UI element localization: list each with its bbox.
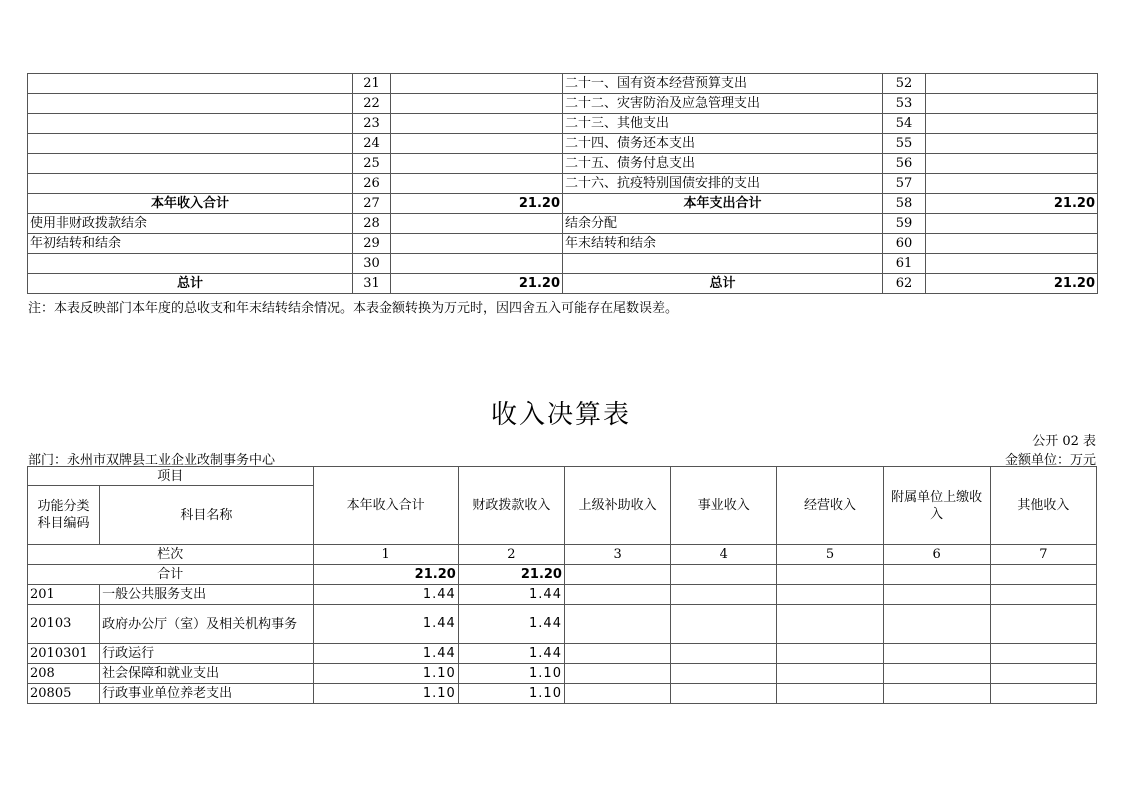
header-project: 项目 [28, 467, 314, 486]
amount-cell [990, 644, 1096, 664]
amount-cell [883, 605, 990, 644]
amount-cell [990, 585, 1096, 605]
table-row [28, 94, 1098, 114]
amount-cell [671, 585, 777, 605]
table-row [28, 154, 1098, 174]
expense-item-name: 二十一、国有资本经营预算支出 [563, 74, 883, 94]
header-subject-name: 科目名称 [100, 486, 313, 545]
col-num: 4 [671, 545, 777, 565]
row-number: 61 [883, 254, 926, 274]
income-amount [391, 154, 563, 174]
income-item-name [28, 174, 353, 194]
table-row [28, 74, 1098, 94]
row-number: 26 [353, 174, 391, 194]
amount-cell [564, 644, 670, 664]
row-number: 54 [883, 114, 926, 134]
amount-cell [564, 585, 670, 605]
income-item-name [28, 74, 353, 94]
subject-name: 社会保障和就业支出 [100, 664, 313, 684]
table-row [28, 134, 1098, 154]
total-value [883, 565, 990, 585]
income-item-name: 本年收入合计 [28, 194, 353, 214]
amount-cell: 1.44 [313, 585, 458, 605]
income-amount: 21.20 [391, 194, 563, 214]
income-amount [391, 114, 563, 134]
amount-cell: 1.10 [313, 664, 458, 684]
amount-cell [671, 605, 777, 644]
income-item-name [28, 134, 353, 154]
row-number: 60 [883, 234, 926, 254]
income-item-name: 使用非财政拨款结余 [28, 214, 353, 234]
amount-cell [564, 605, 670, 644]
amount-cell: 1.10 [313, 684, 458, 704]
expense-item-name: 结余分配 [563, 214, 883, 234]
expense-item-name: 二十二、灾害防治及应急管理支出 [563, 94, 883, 114]
amount-cell: 1.10 [458, 684, 564, 704]
income-amount [391, 234, 563, 254]
row-number: 52 [883, 74, 926, 94]
row-number: 58 [883, 194, 926, 214]
table-row [28, 644, 1097, 664]
amount-cell [564, 684, 670, 704]
col-num: 3 [564, 545, 670, 565]
subject-name: 一般公共服务支出 [100, 585, 313, 605]
row-number: 27 [353, 194, 391, 214]
row-number: 57 [883, 174, 926, 194]
table-row [28, 214, 1098, 234]
header-col-6: 附属单位上缴收入 [883, 467, 990, 545]
income-amount [391, 214, 563, 234]
expense-amount [926, 154, 1098, 174]
amount-cell: 1.44 [458, 585, 564, 605]
function-code: 20103 [28, 605, 100, 644]
amount-cell: 1.44 [458, 605, 564, 644]
expense-item-name: 本年支出合计 [563, 194, 883, 214]
table-row [28, 114, 1098, 134]
table-row [28, 684, 1097, 704]
amount-cell [883, 644, 990, 664]
income-amount [391, 94, 563, 114]
total-value: 21.20 [313, 565, 458, 585]
col-num: 5 [777, 545, 883, 565]
expense-item-name: 二十六、抗疫特别国债安排的支出 [563, 174, 883, 194]
amount-cell [564, 664, 670, 684]
expense-amount [926, 114, 1098, 134]
income-amount [391, 134, 563, 154]
amount-cell [777, 684, 883, 704]
income-amount [391, 174, 563, 194]
subject-name: 行政事业单位养老支出 [100, 684, 313, 704]
amount-cell [671, 664, 777, 684]
row-number: 21 [353, 74, 391, 94]
page-title: 收入决算表 [490, 400, 631, 430]
income-item-name: 年初结转和结余 [28, 234, 353, 254]
table-row [28, 174, 1098, 194]
row-number: 28 [353, 214, 391, 234]
amount-cell: 1.44 [458, 644, 564, 664]
row-number: 31 [353, 274, 391, 294]
expense-amount [926, 214, 1098, 234]
income-expense-summary-table [27, 73, 1098, 294]
function-code: 201 [28, 585, 100, 605]
amount-cell [671, 644, 777, 664]
header-col-5: 经营收入 [777, 467, 883, 545]
expense-item-name [563, 254, 883, 274]
income-amount [391, 74, 563, 94]
function-code: 208 [28, 664, 100, 684]
table-row [28, 585, 1097, 605]
column-label: 栏次 [28, 545, 314, 565]
amount-cell [883, 585, 990, 605]
expense-item-name: 年末结转和结余 [563, 234, 883, 254]
expense-item-name: 总计 [563, 274, 883, 294]
header-col-3: 上级补助收入 [564, 467, 670, 545]
expense-amount [926, 174, 1098, 194]
income-item-name: 总计 [28, 274, 353, 294]
total-label: 合计 [28, 565, 314, 585]
table-row [28, 254, 1098, 274]
subject-name: 政府办公厅（室）及相关机构事务 [100, 605, 313, 644]
income-final-accounts-table [27, 466, 1097, 704]
amount-cell [671, 684, 777, 704]
income-item-name [28, 94, 353, 114]
header-col-4: 事业收入 [671, 467, 777, 545]
expense-amount [926, 254, 1098, 274]
income-amount [391, 254, 563, 274]
amount-cell [883, 664, 990, 684]
col-num: 1 [313, 545, 458, 565]
row-number: 56 [883, 154, 926, 174]
table-row [28, 274, 1098, 294]
row-number: 59 [883, 214, 926, 234]
amount-cell [990, 605, 1096, 644]
function-code: 20805 [28, 684, 100, 704]
table-row [28, 605, 1097, 644]
total-value [564, 565, 670, 585]
table-note: 注：本表反映部门本年度的总收支和年末结转结余情况。本表金额转换为万元时，因四舍五入可能存在尾数误差。 [28, 301, 679, 316]
expense-item-name: 二十五、债务付息支出 [563, 154, 883, 174]
amount-cell: 1.10 [458, 664, 564, 684]
amount-cell [990, 664, 1096, 684]
amount-cell [883, 684, 990, 704]
amount-cell [777, 585, 883, 605]
table-row [28, 664, 1097, 684]
row-number: 30 [353, 254, 391, 274]
expense-amount [926, 74, 1098, 94]
col-num: 6 [883, 545, 990, 565]
department-label: 部门：永州市双牌县工业企业改制事务中心 [28, 453, 276, 468]
header-col-7: 其他收入 [990, 467, 1096, 545]
row-number: 24 [353, 134, 391, 154]
row-number: 25 [353, 154, 391, 174]
amount-unit-label: 金额单位：万元 [1004, 453, 1096, 468]
amount-cell: 1.44 [313, 605, 458, 644]
income-amount: 21.20 [391, 274, 563, 294]
header-func-code: 功能分类科目编码 [28, 486, 100, 545]
expense-item-name: 二十三、其他支出 [563, 114, 883, 134]
table-row [28, 194, 1098, 214]
form-code: 公开 02 表 [1032, 434, 1096, 449]
row-number: 55 [883, 134, 926, 154]
expense-amount [926, 234, 1098, 254]
expense-amount [926, 94, 1098, 114]
income-item-name [28, 254, 353, 274]
amount-cell: 1.44 [313, 644, 458, 664]
row-number: 22 [353, 94, 391, 114]
row-number: 62 [883, 274, 926, 294]
row-number: 53 [883, 94, 926, 114]
total-value [990, 565, 1096, 585]
total-value [671, 565, 777, 585]
amount-cell [777, 664, 883, 684]
col-num: 2 [458, 545, 564, 565]
total-value: 21.20 [458, 565, 564, 585]
expense-amount [926, 134, 1098, 154]
col-num: 7 [990, 545, 1096, 565]
total-value [777, 565, 883, 585]
expense-amount: 21.20 [926, 274, 1098, 294]
amount-cell [777, 644, 883, 664]
table-row [28, 234, 1098, 254]
header-col-2: 财政拨款收入 [458, 467, 564, 545]
amount-cell [777, 605, 883, 644]
function-code: 2010301 [28, 644, 100, 664]
row-number: 29 [353, 234, 391, 254]
header-col-1: 本年收入合计 [313, 467, 458, 545]
row-number: 23 [353, 114, 391, 134]
income-item-name [28, 154, 353, 174]
expense-item-name: 二十四、债务还本支出 [563, 134, 883, 154]
income-item-name [28, 114, 353, 134]
expense-amount: 21.20 [926, 194, 1098, 214]
amount-cell [990, 684, 1096, 704]
subject-name: 行政运行 [100, 644, 313, 664]
